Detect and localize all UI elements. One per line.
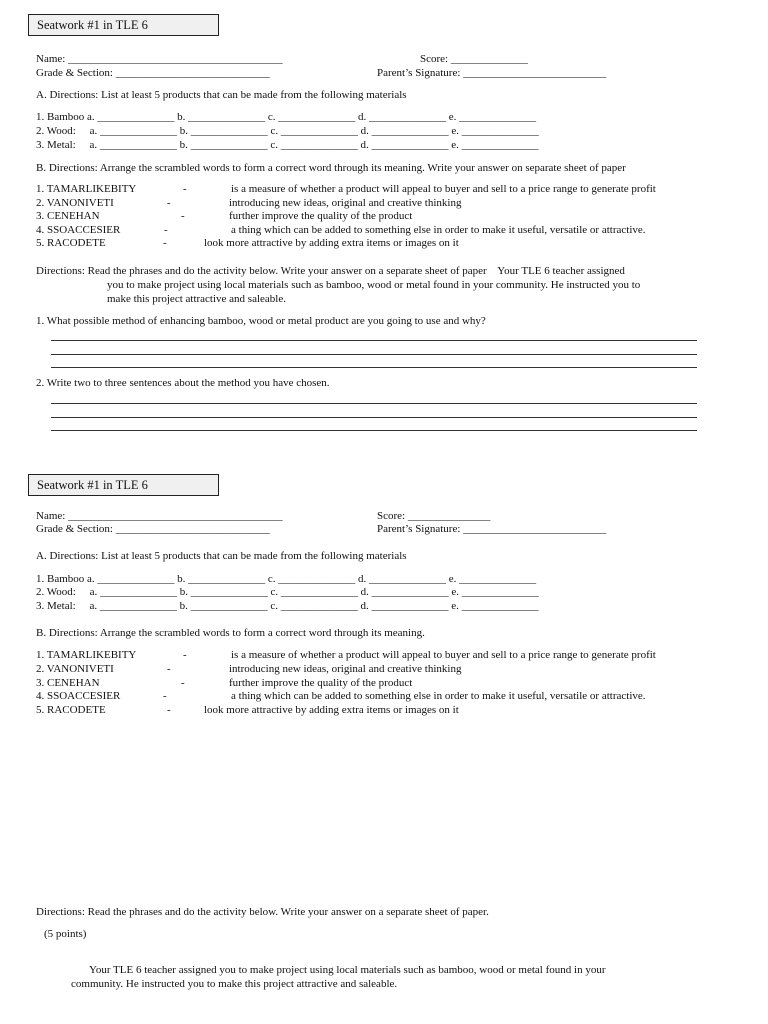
sheet1-directions-a: A. Directions: List at least 5 products that can be made from the following materials	[36, 89, 407, 101]
sheet1-name-field: Name: _______________________________________	[36, 53, 283, 65]
scrambled-word: 2. VANONIVETI	[36, 197, 114, 209]
dash: -	[181, 677, 185, 689]
dash: -	[163, 237, 167, 249]
sheet2-title: Seatwork #1 in TLE 6	[28, 474, 219, 496]
sheet2-activity-paragraph: Your TLE 6 teacher assigned you to make project using local materials such as bamboo, wood or metal found in your	[89, 964, 606, 976]
answer-line	[51, 340, 697, 341]
sheet2-points: (5 points)	[44, 928, 87, 940]
sheet2-activity-paragraph-cont: community. He instructed you to make this project attractive and saleable.	[71, 978, 398, 990]
scrambled-word: 1. TAMARLIKEBITY	[36, 183, 137, 195]
answer-line	[51, 403, 697, 404]
dash: -	[181, 210, 185, 222]
word-meaning: is a measure of whether a product will appeal to buyer and sell to a price range to generate profit	[231, 649, 656, 661]
answer-line	[51, 367, 697, 368]
sheet2-parent-signature-field: Parent’s Signature: __________________________	[377, 523, 607, 535]
sheet1-material-row: 1. Bamboo a. ______________ b. ______________ c. ______________ d. ______________ e. ______________	[36, 111, 537, 123]
answer-line	[51, 430, 697, 431]
dash: -	[183, 183, 187, 195]
sheet1-directions-c: Directions: Read the phrases and do the activity below. Write your answer on a separate sheet of paper Your TLE 6 teacher assigned	[36, 265, 625, 277]
sheet2-directions-c: Directions: Read the phrases and do the activity below. Write your answer on a separate sheet of paper.	[36, 906, 489, 918]
word-meaning: a thing which can be added to something else in order to make it useful, versatile or attractive.	[231, 690, 646, 702]
sheet1-directions-c-cont: you to make project using local materials such as bamboo, wood or metal found in your community. He instructed you to	[107, 279, 641, 291]
sheet1-grade-field: Grade & Section: ____________________________	[36, 67, 270, 79]
sheet1-directions-c-cont: make this project attractive and saleable.	[107, 293, 286, 305]
dash: -	[164, 224, 168, 236]
dash: -	[167, 663, 171, 675]
word-meaning: a thing which can be added to something else in order to make it useful, versatile or attractive.	[231, 224, 646, 236]
word-meaning: is a measure of whether a product will appeal to buyer and sell to a price range to generate profit	[231, 183, 656, 195]
sheet1-parent-signature-field: Parent’s Signature: __________________________	[377, 67, 607, 79]
word-meaning: look more attractive by adding extra items or images on it	[204, 237, 459, 249]
word-meaning: introducing new ideas, original and creative thinking	[229, 197, 462, 209]
dash: -	[183, 649, 187, 661]
scrambled-word: 3. CENEHAN	[36, 677, 100, 689]
answer-line	[51, 354, 697, 355]
sheet2-score-field: Score: _______________	[377, 510, 491, 522]
scrambled-word: 2. VANONIVETI	[36, 663, 114, 675]
scrambled-word: 4. SSOACCESIER	[36, 224, 121, 236]
sheet2-directions-a: A. Directions: List at least 5 products that can be made from the following materials	[36, 550, 407, 562]
sheet1-question-1: 1. What possible method of enhancing bamboo, wood or metal product are you going to use and why?	[36, 315, 486, 327]
sheet2-material-row: 3. Metal: a. ______________ b. ______________ c. ______________ d. ______________ e. ______________	[36, 600, 539, 612]
sheet1-material-row: 2. Wood: a. ______________ b. ______________ c. ______________ d. ______________ e. ______________	[36, 125, 539, 137]
sheet2-grade-field: Grade & Section: ____________________________	[36, 523, 270, 535]
sheet1-score-field: Score: ______________	[420, 53, 528, 65]
sheet2-material-row: 2. Wood: a. ______________ b. ______________ c. ______________ d. ______________ e. ______________	[36, 586, 539, 598]
scrambled-word: 5. RACODETE	[36, 704, 106, 716]
sheet1-title: Seatwork #1 in TLE 6	[28, 14, 219, 36]
answer-line	[51, 417, 697, 418]
sheet2-directions-b: B. Directions: Arrange the scrambled words to form a correct word through its meaning.	[36, 627, 425, 639]
scrambled-word: 4. SSOACCESIER	[36, 690, 121, 702]
sheet2-name-field: Name: _______________________________________	[36, 510, 283, 522]
dash: -	[167, 197, 171, 209]
sheet1-material-row: 3. Metal: a. ______________ b. ______________ c. ______________ d. ______________ e. ______________	[36, 139, 539, 151]
word-meaning: introducing new ideas, original and creative thinking	[229, 663, 462, 675]
sheet2-material-row: 1. Bamboo a. ______________ b. ______________ c. ______________ d. ______________ e. ______________	[36, 573, 537, 585]
word-meaning: further improve the quality of the product	[229, 210, 413, 222]
dash: -	[163, 690, 167, 702]
word-meaning: look more attractive by adding extra items or images on it	[204, 704, 459, 716]
scrambled-word: 5. RACODETE	[36, 237, 106, 249]
scrambled-word: 3. CENEHAN	[36, 210, 100, 222]
dash: -	[167, 704, 171, 716]
sheet1-question-2: 2. Write two to three sentences about the method you have chosen.	[36, 377, 330, 389]
word-meaning: further improve the quality of the product	[229, 677, 413, 689]
scrambled-word: 1. TAMARLIKEBITY	[36, 649, 137, 661]
sheet1-directions-b: B. Directions: Arrange the scrambled words to form a correct word through its meaning. Write your answer on separate sheet of paper	[36, 162, 626, 174]
